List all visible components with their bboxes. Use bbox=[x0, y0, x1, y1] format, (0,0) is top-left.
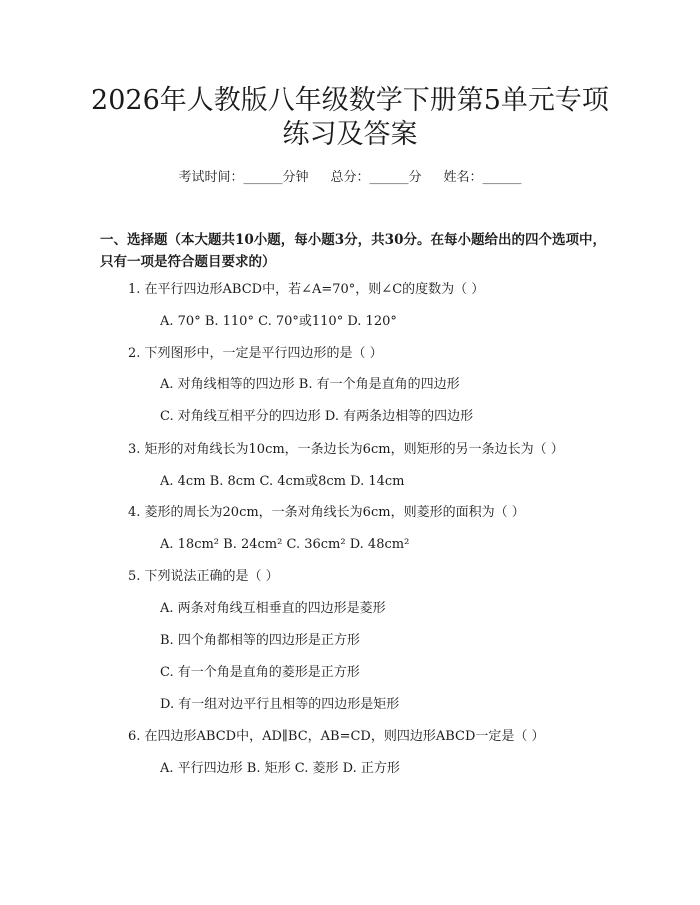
section-heading-multiple-choice: 一、选择题（本大题共10小题，每小题3分，共30分。在每小题给出的四个选项中，只有一项是符合题目要求的） bbox=[100, 232, 606, 270]
question-2-options-row-1: A. 对角线相等的四边形 B. 有一个角是直角的四边形 bbox=[160, 377, 460, 392]
question-3-stem: 3. 矩形的对角线长为10cm，一条边长为6cm，则矩形的另一条边长为（ ） bbox=[128, 442, 564, 457]
page-title-line2: 练习及答案 bbox=[282, 119, 418, 150]
exam-time-field: 考试时间：______分钟 bbox=[178, 170, 309, 185]
student-name-field: 姓名：______ bbox=[443, 170, 522, 185]
question-5-stem: 5. 下列说法正确的是（ ） bbox=[128, 569, 279, 584]
question-5-option-b: B. 四个角都相等的四边形是正方形 bbox=[160, 633, 360, 648]
question-5-option-c: C. 有一个角是直角的菱形是正方形 bbox=[160, 665, 360, 680]
page-title-line1: 2026年人教版八年级数学下册第5单元专项 bbox=[91, 85, 609, 116]
question-4-options: A. 18cm² B. 24cm² C. 36cm² D. 48cm² bbox=[160, 537, 410, 552]
question-2-options-row-2: C. 对角线互相平分的四边形 D. 有两条边相等的四边形 bbox=[160, 409, 474, 424]
question-1-options: A. 70° B. 110° C. 70°或110° D. 120° bbox=[160, 314, 397, 329]
question-3-options: A. 4cm B. 8cm C. 4cm或8cm D. 14cm bbox=[160, 474, 405, 489]
question-6-options: A. 平行四边形 B. 矩形 C. 菱形 D. 正方形 bbox=[160, 761, 400, 776]
exam-info bbox=[0, 168, 700, 188]
question-1-stem: 1. 在平行四边形ABCD中，若∠A=70°，则∠C的度数为（ ） bbox=[128, 282, 485, 297]
question-4-stem: 4. 菱形的周长为20cm，一条对角线长为6cm，则菱形的面积为（ ） bbox=[128, 505, 525, 520]
exam-score-field: 总分：______分 bbox=[330, 170, 422, 185]
question-6-stem: 6. 在四边形ABCD中，AD∥BC，AB=CD，则四边形ABCD一定是（ ） bbox=[128, 729, 545, 744]
question-2-stem: 2. 下列图形中，一定是平行四边形的是（ ） bbox=[128, 346, 383, 361]
question-5-option-a: A. 两条对角线互相垂直的四边形是菱形 bbox=[160, 601, 386, 616]
question-5-option-d: D. 有一组对边平行且相等的四边形是矩形 bbox=[160, 697, 400, 712]
